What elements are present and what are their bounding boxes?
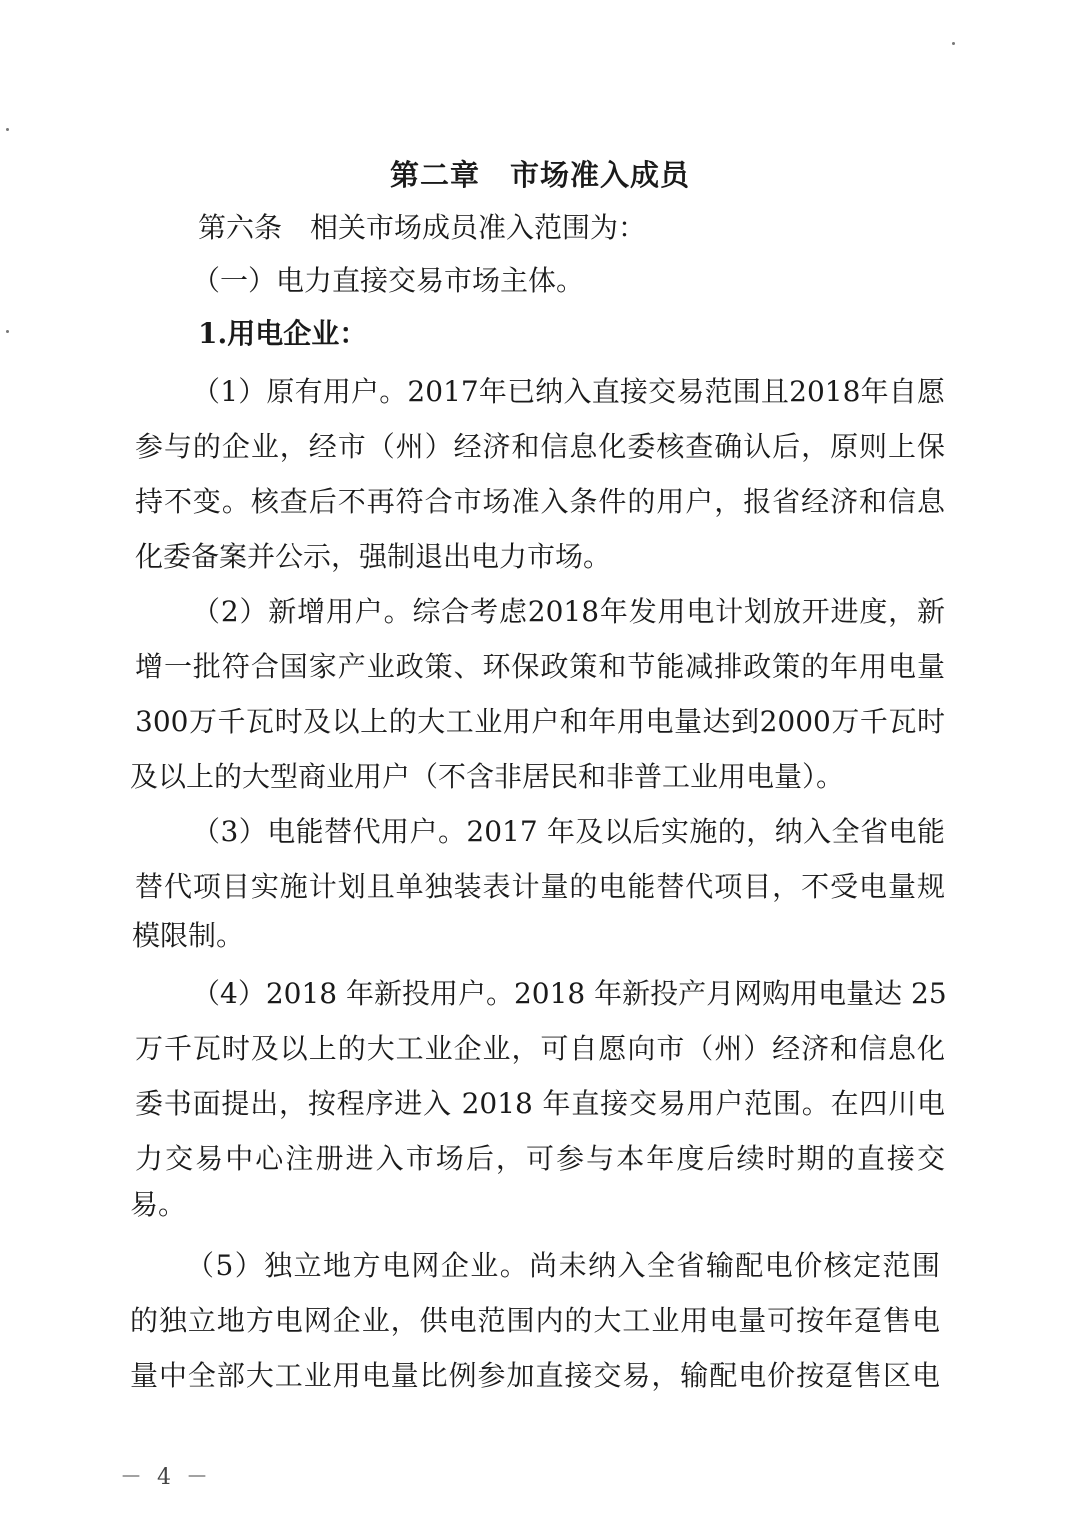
paragraph-line: 量中全部大工业用电量比例参加直接交易，输配电价按趸售区电	[130, 1359, 940, 1392]
paragraph-line: 及以上的大型商业用户（不含非居民和非普工业用电量）。	[130, 760, 845, 793]
paragraph-line: 替代项目实施计划且单独装表计量的电能替代项目，不受电量规	[135, 870, 945, 903]
paragraph-line: 模限制。	[132, 919, 245, 952]
paragraph-line: 化委备案并公示，强制退出电力市场。	[135, 540, 612, 573]
paragraph-line: 持不变。核查后不再符合市场准入条件的用户，报省经济和信息	[135, 485, 945, 518]
article-heading: 第六条 相关市场成员准入范围为：	[198, 211, 647, 244]
paragraph-line: 的独立地方电网企业，供电范围内的大工业用电量可按年趸售电	[130, 1304, 940, 1337]
paragraph-line: （1）原有用户。2017年已纳入直接交易范围且2018年自愿	[192, 375, 945, 408]
scan-speck	[6, 128, 9, 131]
paragraph-line: 易。	[130, 1188, 187, 1221]
paragraph-line: （5）独立地方电网企业。尚未纳入全省输配电价核定范围	[186, 1249, 940, 1282]
chapter-title: 第二章 市场准入成员	[389, 158, 690, 192]
page-number: － 4 －	[120, 1465, 212, 1490]
paragraph-line: 力交易中心注册进入市场后，可参与本年度后续时期的直接交	[135, 1142, 945, 1175]
paragraph-line: 增一批符合国家产业政策、环保政策和节能减排政策的年用电量	[135, 650, 945, 683]
section-heading: （一）电力直接交易市场主体。	[192, 264, 585, 297]
scan-speck	[6, 330, 9, 333]
paragraph-line: 委书面提出，按程序进入 2018 年直接交易用户范围。在四川电	[135, 1087, 945, 1120]
scan-speck	[952, 42, 955, 45]
paragraph-line: （2）新增用户。综合考虑2018年发用电计划放开进度，新	[192, 595, 945, 628]
paragraph-line: （3）电能替代用户。2017 年及以后实施的，纳入全省电能	[192, 815, 945, 848]
paragraph-line: 300万千瓦时及以上的大工业用户和年用电量达到2000万千瓦时	[135, 705, 945, 738]
subsection-heading: 1.用电企业：	[198, 317, 368, 350]
paragraph-line: 参与的企业，经市（州）经济和信息化委核查确认后，原则上保	[135, 430, 945, 463]
paragraph-line: （4）2018 年新投用户。2018 年新投产月网购用电量达 25	[192, 977, 947, 1010]
paragraph-line: 万千瓦时及以上的大工业企业，可自愿向市（州）经济和信息化	[135, 1032, 945, 1065]
